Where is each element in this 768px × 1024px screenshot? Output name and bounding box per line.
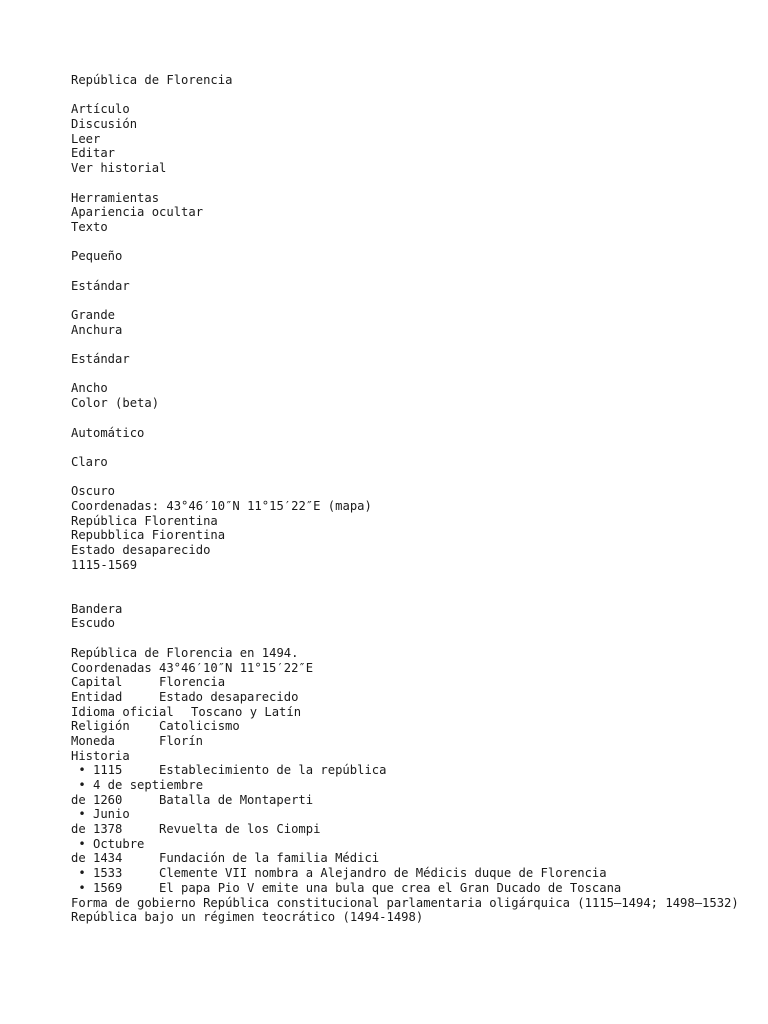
government-value[interactable]: República constitucional parlamentaria oligárquica (1115–1494; 1498–1532): [203, 895, 739, 910]
history-row: [71, 822, 751, 837]
row-label: Capital: [71, 675, 123, 690]
row-label: Religión: [71, 719, 130, 734]
history-row: [71, 881, 751, 896]
infobox-row: [71, 734, 751, 749]
color-auto-option[interactable]: Automático: [71, 425, 145, 440]
history-event[interactable]: Fundación de la familia Médici: [159, 851, 380, 866]
color-light-option[interactable]: Claro: [71, 454, 108, 469]
spacer: [71, 88, 751, 103]
history-event[interactable]: Clemente VII nombra a Alejandro de Médicis duque de Florencia: [159, 866, 607, 881]
spacer: [71, 411, 751, 426]
history-event[interactable]: Establecimiento de la república: [159, 763, 387, 778]
text-size-label: Texto: [71, 219, 108, 234]
infobox-row: [71, 690, 751, 705]
history-row: [71, 851, 751, 866]
spacer: [71, 293, 751, 308]
page-title: República de Florencia: [71, 73, 233, 87]
history-date-line: • 4 de septiembre: [71, 778, 204, 792]
history-row: [71, 793, 751, 808]
map-caption: República de Florencia en 1494.: [71, 645, 299, 660]
history-event[interactable]: Revuelta de los Ciompi: [159, 822, 321, 837]
spacer: [71, 367, 751, 382]
history-date: • 1533: [71, 866, 123, 881]
flag-link[interactable]: Bandera: [71, 601, 123, 616]
history-date: de 1434: [71, 851, 123, 866]
page-content: [71, 73, 751, 925]
theocratic-period[interactable]: República bajo un régimen teocrático (1494-1498): [71, 910, 424, 925]
tab-edit[interactable]: Editar: [71, 146, 116, 161]
width-label: Anchura: [71, 322, 123, 337]
row-label: Moneda: [71, 733, 116, 748]
row-value[interactable]: Catolicismo: [159, 719, 240, 734]
history-date: • 1569: [71, 880, 123, 895]
row-value[interactable]: Florín: [159, 733, 204, 748]
spacer: [71, 631, 751, 646]
infobox-row: [71, 705, 751, 720]
row-label: Entidad: [71, 689, 123, 704]
tab-article[interactable]: Artículo: [71, 102, 130, 117]
tab-history[interactable]: Ver historial: [71, 161, 167, 176]
row-value[interactable]: Florencia: [159, 675, 226, 690]
tools-menu[interactable]: Herramientas: [71, 190, 160, 205]
row-label: Idioma oficial: [71, 704, 174, 719]
spacer: [71, 176, 751, 191]
row-value[interactable]: Toscano y Latín: [191, 704, 302, 719]
history-date: de 1378: [71, 822, 123, 837]
text-size-large-option[interactable]: Grande: [71, 308, 116, 322]
history-row: [71, 763, 751, 778]
infobox-name-it: Repubblica Fiorentina: [71, 528, 226, 543]
spacer: [71, 264, 751, 279]
spacer: [71, 440, 751, 455]
history-heading: Historia: [71, 748, 130, 763]
infobox-row: [71, 661, 751, 676]
spacer: [71, 337, 751, 352]
width-standard-option[interactable]: Estándar: [71, 352, 130, 367]
infobox-row: [71, 675, 751, 690]
government-label: Forma de gobierno: [71, 895, 196, 910]
history-date-line: • Junio: [71, 807, 130, 822]
tab-discussion[interactable]: Discusión: [71, 117, 138, 132]
spacer: [71, 470, 751, 485]
history-date: • 1115: [71, 763, 123, 778]
infobox-row: [71, 719, 751, 734]
appearance-toggle[interactable]: Apariencia ocultar: [71, 205, 204, 220]
text-size-small-option[interactable]: Pequeño: [71, 249, 123, 264]
government-row: [71, 896, 751, 911]
row-value[interactable]: Estado desaparecido: [159, 689, 299, 704]
spacer: [71, 235, 751, 250]
row-label: Coordenadas: [71, 660, 152, 675]
history-date-line: • Octubre: [71, 836, 145, 851]
row-value[interactable]: 43°46′10″N 11°15′22″E: [159, 660, 314, 675]
spacer: [71, 572, 751, 587]
text-size-standard-option[interactable]: Estándar: [71, 278, 130, 293]
history-row: [71, 866, 751, 881]
color-label: Color (beta): [71, 396, 160, 411]
history-event[interactable]: El papa Pio V emite una bula que crea el Gran Ducado de Toscana: [159, 880, 622, 895]
infobox-years: 1115-1569: [71, 557, 138, 572]
coordinates-link[interactable]: Coordenadas: 43°46′10″N 11°15′22″E (mapa): [71, 498, 372, 513]
color-dark-option[interactable]: Oscuro: [71, 484, 116, 499]
shield-link[interactable]: Escudo: [71, 616, 116, 631]
infobox-name-es: República Florentina: [71, 513, 218, 528]
history-date: de 1260: [71, 792, 123, 807]
tab-read[interactable]: Leer: [71, 131, 101, 146]
history-event[interactable]: Batalla de Montaperti: [159, 792, 314, 807]
infobox-type: Estado desaparecido: [71, 543, 211, 557]
width-wide-option[interactable]: Ancho: [71, 381, 108, 396]
spacer: [71, 587, 751, 602]
